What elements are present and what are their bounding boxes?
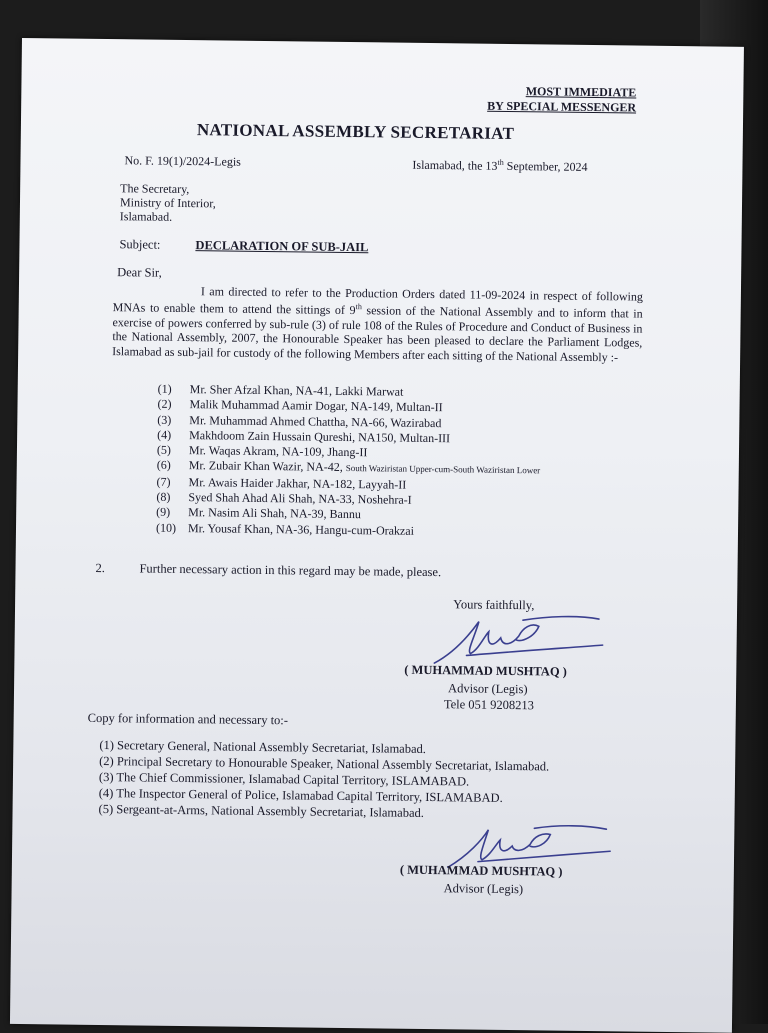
signatory-telephone: Tele 051 9208213 [443, 697, 535, 713]
date-sup: th [497, 157, 504, 167]
list-item: (3) Mr. Muhammad Ahmed Chattha, NA-66, Wazirabad [157, 412, 442, 430]
list-item: (1) Mr. Sher Afzal Khan, NA-41, Lakki Marwat [157, 381, 404, 399]
date-suffix: September, 2024 [503, 158, 588, 174]
body-paragraph [112, 283, 643, 365]
signatory-2-designation: Advisor (Legis) [443, 881, 524, 897]
closing: Yours faithfully, [453, 597, 535, 613]
list-item: (4) Makhdoom Zain Hussain Qureshi, NA150, Multan-III [157, 427, 451, 446]
list-item: (6) Mr. Zubair Khan Wazir, NA-42, South Waziristan Upper-cum-South Waziristan Lower [156, 458, 541, 476]
list-item: (7) Mr. Awais Haider Jakhar, NA-182, Layyah-II [156, 474, 407, 492]
addressee-block [120, 181, 216, 224]
signatory-2-name: ( MUHAMMAD MUSHTAQ ) [399, 862, 563, 879]
list-item: (4) The Inspector General of Police, Islamabad Capital Territory, ISLAMABAD. [98, 785, 503, 805]
paragraph-number: 2. [95, 560, 105, 576]
list-item: (3) The Chief Commissioner, Islamabad Capital Territory, ISLAMABAD. [98, 769, 470, 789]
signature-1 [426, 611, 607, 671]
member-list [156, 382, 541, 541]
list-item: (5) Mr. Waqas Akram, NA-109, Jhang-II [156, 442, 368, 460]
list-item: (8) Syed Shah Ahad Ali Shah, NA-33, Noshehra-I [156, 489, 412, 507]
priority-line-1: MOST IMMEDIATE [525, 84, 637, 100]
priority-line-2: BY SPECIAL MESSENGER [487, 98, 637, 115]
paragraph-2-text: Further necessary action in this regard may be made, please. [139, 561, 442, 580]
body-part-2: session of the National Assembly and to inform that in exercise of powers conferred by sub-rule (3) of rule 108 of the Rules of Procedure and Conduct of Business in the National Assembly, 2007, the Honourable Speaker has been pleased to declare the Parliament Lodges, Islamabad as sub-jail for custody of the following Members after each sitting of the National Assembly :- [112, 303, 643, 364]
copy-header: Copy for information and necessary to:- [87, 710, 289, 728]
body-part-1: I am directed to refer to the Production Orders dated 11-09-2024 in respect of following MNAs to enable them to attend the sittings of 9 [112, 284, 643, 318]
addressee-line-1: The Secretary, [120, 181, 190, 197]
addressee-line-3: Islamabad. [119, 209, 173, 224]
file-number: No. F. 19(1)/2024-Legis [124, 153, 241, 169]
copy-list [98, 737, 549, 822]
body-sup: th [355, 302, 362, 312]
priority-marking [487, 84, 636, 116]
date-prefix: Islamabad, the 13 [412, 157, 498, 173]
date-line [412, 157, 587, 175]
list-item: (1) Secretary General, National Assembly Secretariat, Islamabad. [99, 737, 427, 756]
list-item: (10) Mr. Yousaf Khan, NA-36, Hangu-cum-Orakzai [155, 520, 415, 538]
list-item: (9) Mr. Nasim Ali Shah, NA-39, Bannu [156, 505, 361, 522]
letterhead-title: NATIONAL ASSEMBLY SECRETARIAT [196, 120, 515, 144]
signatory-designation: Advisor (Legis) [448, 681, 528, 697]
list-item: (2) Principal Secretary to Honourable Speaker, National Assembly Secretariat, Islamabad. [99, 753, 550, 774]
list-item: (2) Malik Muhammad Aamir Dogar, NA-149, Multan-II [157, 396, 443, 415]
subject-text: DECLARATION OF SUB-JAIL [195, 238, 369, 255]
subject-label: Subject: [119, 237, 161, 252]
salutation: Dear Sir, [117, 265, 162, 280]
list-item: (5) Sergeant-at-Arms, National Assembly Secretariat, Islamabad. [98, 801, 425, 820]
constituency-small: South Waziristan Upper-cum-South Waziristan Lower [345, 463, 541, 476]
paragraph-2 [95, 561, 441, 580]
addressee-line-2: Ministry of Interior, [119, 195, 216, 211]
signatory-name: ( MUHAMMAD MUSHTAQ ) [404, 662, 567, 679]
letter-page [10, 38, 744, 1033]
